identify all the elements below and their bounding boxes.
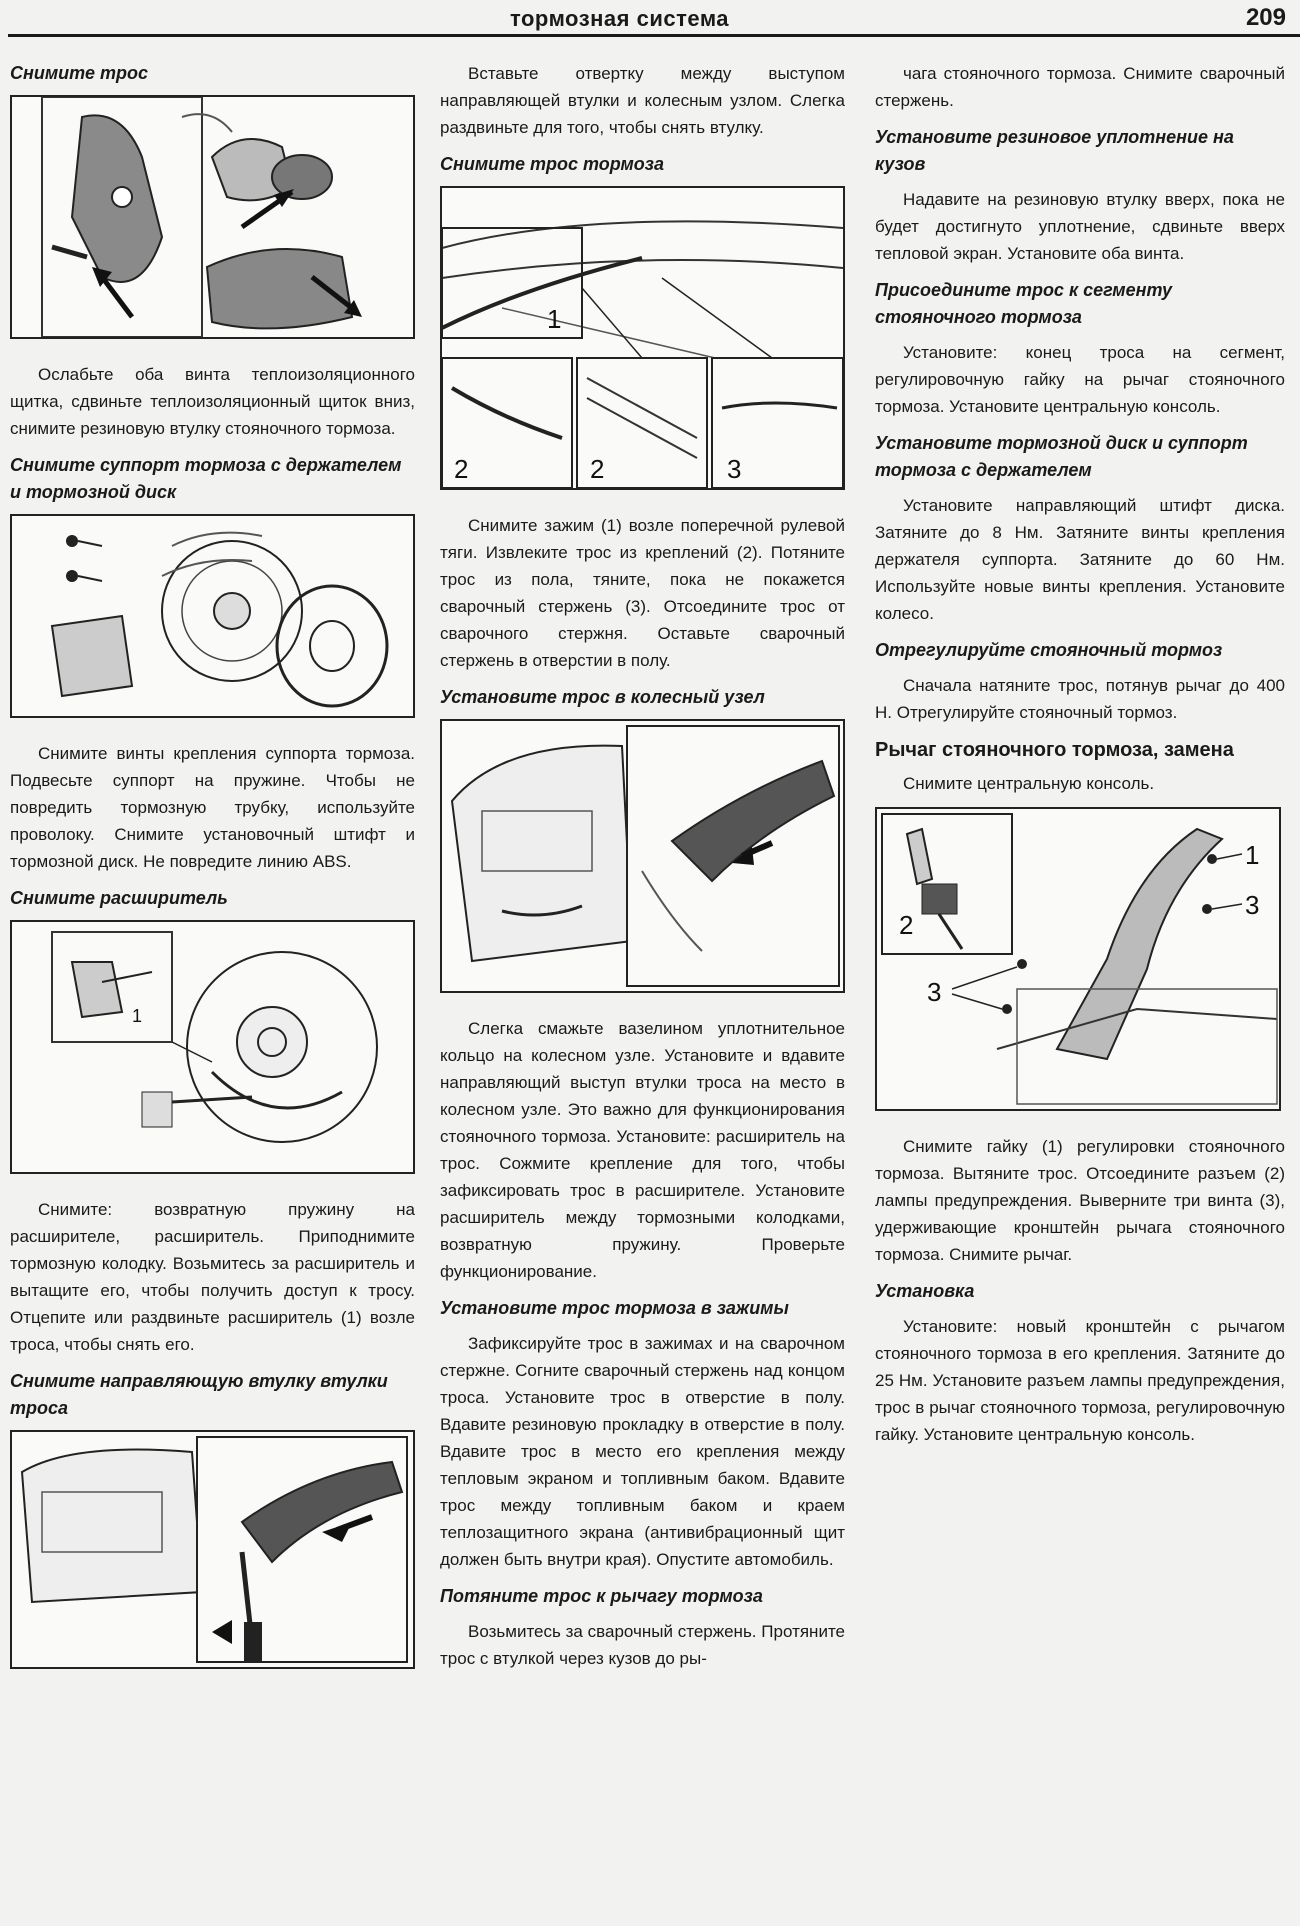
- fig-label-1: 1: [132, 1006, 143, 1026]
- running-title: тормозная система: [510, 6, 730, 31]
- expander-illustration: [12, 922, 413, 1172]
- figure-guide-sleeve: [10, 1430, 415, 1669]
- cable-wheel-illustration: [442, 721, 843, 991]
- fig-label-3: 3: [727, 454, 742, 484]
- paragraph: Установите: конец троса на сегмент, регулировочную гайку на рычаг стояночного тормоза. Установите центральную консоль.: [875, 343, 1285, 416]
- paragraph: Возьмитесь за сварочный стержень. Протяните трос с втулкой через кузов до ры-: [440, 1622, 845, 1668]
- brake-cable-illustration: [442, 188, 843, 488]
- figure-expander: [10, 920, 415, 1174]
- figure-parking-lever: [875, 807, 1281, 1111]
- guide-sleeve-illustration: [12, 1432, 413, 1667]
- paragraph: Вставьте отвертку между выступом направляющей втулки и колесным узлом. Слегка раздвиньте для того, чтобы снять втулку.: [440, 64, 845, 137]
- parking-lever-illustration: [877, 809, 1279, 1109]
- fig-label-1: 1: [547, 304, 562, 334]
- heading-install-cable-clips: Установите трос тормоза в зажимы: [440, 1298, 789, 1318]
- heading-remove-cable: Снимите трос: [10, 63, 148, 83]
- fig-label-1: 1: [1245, 840, 1260, 870]
- caliper-disc-illustration: [12, 516, 413, 716]
- fig-label-3b: 3: [927, 977, 942, 1007]
- heading-remove-guide-sleeve: Снимите направляющую втулку втулки троса: [10, 1371, 388, 1418]
- heading-install-rubber-seal: Установите резиновое уплотнение на кузов: [875, 127, 1234, 174]
- fig-label-2: 2: [899, 910, 914, 940]
- header-rule: [8, 34, 1300, 37]
- paragraph: Снимите зажим (1) возле поперечной рулевой тяги. Извлеките трос из креплений (2). Потяните трос из пола, тяните, пока не покажется сварочный стержень (3). Отсоедините трос от сварочного стержня. Оставьте сварочный стержень в отверстии в полу.: [440, 516, 845, 670]
- heading-remove-expander: Снимите расширитель: [10, 888, 228, 908]
- page-header: [0, 0, 1300, 38]
- paragraph: Снимите гайку (1) регулировки стояночного тормоза. Вытяните трос. Отсоедините разъем (2) лампы предупреждения. Выверните три винта (3), удерживающие кронштейн рычага стояночного тормоза. Снимите рычаг.: [875, 1137, 1285, 1264]
- paragraph: Снимите центральную консоль.: [903, 774, 1155, 793]
- paragraph: Установите: новый кронштейн с рычагом стояночного тормоза в его крепления. Затяните до 25 Нм. Установите разъем лампы предупреждения, трос в рычаг стояночного тормоза, регулировочную гайку. Установите центральную консоль.: [875, 1317, 1285, 1444]
- fig-label-2b: 2: [590, 454, 605, 484]
- page-number: 209: [1245, 4, 1286, 31]
- heading-remove-caliper: Снимите суппорт тормоза с держателем и тормозной диск: [10, 455, 402, 502]
- heading-pull-cable-lever: Потяните трос к рычагу тормоза: [440, 1586, 763, 1606]
- column-1: [10, 60, 415, 1691]
- paragraph: Установите направляющий штифт диска. Затяните до 8 Нм. Затяните винты крепления держателя суппорта. Затяните до 60 Нм. Используйте новые винты крепления. Установите колесо.: [875, 496, 1285, 623]
- heading-install-cable-wheel: Установите трос в колесный узел: [440, 687, 765, 707]
- figure-cable-wheel: [440, 719, 845, 993]
- figure-brake-cable: [440, 186, 845, 490]
- paragraph: чага стояночного тормоза. Снимите сварочный стержень.: [875, 64, 1285, 110]
- paragraph: Слегка смажьте вазелином уплотнительное кольцо на колесном узле. Установите и вдавите направляющий выступ втулки троса на место в колесном узле. Это важно для функционирования стояночного тормоза. Установите: расширитель на трос. Сожмите крепление для того, чтобы зафиксировать трос в расширителе. Установите расширитель между тормозными колодками, возвратную пружину. Проверьте функционирование.: [440, 1019, 845, 1281]
- heading-installation: Установка: [875, 1281, 975, 1301]
- paragraph: Зафиксируйте трос в зажимах и на сварочном стержне. Согните сварочный стержень над концом троса. Установите трос в отверстие в полу. Вдавите резиновую прокладку в отверстие в полу. Вдавите трос в место его крепления между тепловым экраном и топливным баком. Вдавите трос между топливным баком и краем теплозащитного экрана (антивибрационный щит должен быть внутри края). Опустите автомобиль.: [440, 1334, 845, 1569]
- paragraph: Ослабьте оба винта теплоизоляционного щитка, сдвиньте теплоизоляционный щиток вниз, снимите резиновую втулку стояночного тормоза.: [10, 365, 415, 438]
- heading-remove-brake-cable: Снимите трос тормоза: [440, 154, 664, 174]
- paragraph: Сначала натяните трос, потянув рычаг до 400 Н. Отрегулируйте стояночный тормоз.: [875, 676, 1285, 722]
- fig-label-2a: 2: [454, 454, 469, 484]
- figure-heat-shield: [10, 95, 415, 339]
- column-2: [440, 60, 845, 1682]
- heading-adjust-parking-brake: Отрегулируйте стояночный тормоз: [875, 640, 1223, 660]
- heat-shield-illustration: [12, 97, 413, 337]
- figure-caliper-disc: [10, 514, 415, 718]
- paragraph: Снимите: возвратную пружину на расширителе, расширитель. Приподнимите тормозную колодку. Возьмитесь за расширитель и вытащите его, чтобы получить доступ к тросу. Отцепите или раздвиньте расширитель (1) возле троса, чтобы снять его.: [10, 1200, 415, 1354]
- heading-install-disc-caliper: Установите тормозной диск и суппорт тормоза с держателем: [875, 433, 1248, 480]
- heading-attach-cable-segment: Присоедините трос к сегменту стояночного тормоза: [875, 280, 1173, 327]
- column-3: [875, 60, 1285, 1458]
- paragraph: Снимите винты крепления суппорта тормоза. Подвесьте суппорт на пружине. Чтобы не повредить тормозную трубку, используйте проволоку. Снимите установочный штифт и тормозной диск. Не повредите линию ABS.: [10, 744, 415, 871]
- fig-label-3a: 3: [1245, 890, 1260, 920]
- paragraph: Надавите на резиновую втулку вверх, пока не будет достигнуто уплотнение, сдвиньте вверх тепловой экран. Установите оба винта.: [875, 190, 1285, 263]
- section-title-lever-replacement: Рычаг стояночного тормоза, замена: [875, 739, 1234, 761]
